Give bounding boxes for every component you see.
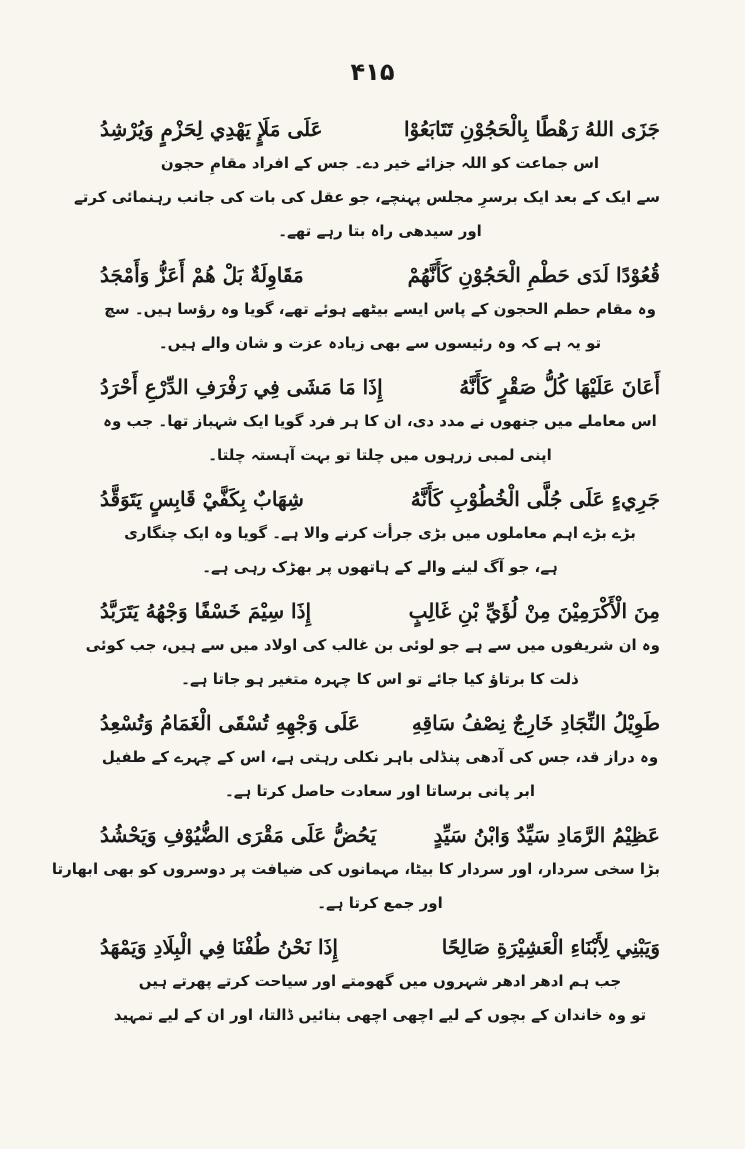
urdu-translation-line: وہ ان شریفوں میں سے ہے جو لوئی بن غالب کی اولاد میں سے ہیں، جب کوئی: [85, 636, 660, 654]
verse-first-hemistich: قُعُوْدًا لَدَى حَطْمِ الْحَجُوْنِ كَأَنَّهُمْ: [407, 263, 660, 287]
urdu-translation-line: اس معاملے میں جنھوں نے مدد دی، ان کا ہر فرد گویا ایک شہباز تھا۔ جب وہ: [103, 412, 657, 430]
verse-second-hemistich: إِذَا مَا مَشَى فِي رَفْرَفِ الدِّرْعِ أَحْرَدُ: [100, 375, 383, 399]
verse-entry: [100, 706, 660, 808]
urdu-translation-line: تو یہ ہے کہ وہ رئیسوں سے بھی زیادہ عزت و شان والے ہیں۔: [158, 334, 602, 352]
urdu-translation-line: جب ہم ادھر ادھر شہروں میں گھومتے اور سیاحت کرتے پھرتے ہیں: [138, 972, 622, 990]
urdu-translation-line: وہ مقام حطم الحجون کے پاس ایسے بیٹھے ہوئے تھے، گویا وہ رؤسا ہیں۔ سچ: [104, 300, 656, 318]
urdu-translation-line: اور جمع کرتا ہے۔: [317, 894, 443, 912]
verse-entry: [51, 818, 660, 920]
verse-first-hemistich: جَرِيءٍ عَلَى جُلَّى الْخُطُوْبِ كَأَنَّهُ: [410, 487, 660, 511]
verse-entry: [74, 112, 660, 248]
verse-second-hemistich: إِذَا نَحْنُ طُفْنَا فِي الْبِلَادِ وَيَمْهَدُ: [100, 935, 338, 959]
arabic-verse: [100, 370, 660, 404]
verse-first-hemistich: طَوِيْلُ النِّجَادِ خَارِجٌ نِصْفُ سَاقِهِ: [411, 711, 660, 735]
verse-entry: [100, 370, 660, 472]
verse-first-hemistich: مِنَ الْأَكْرَمِيْنَ مِنْ لُؤَيِّ بْنِ غَالِبٍ: [408, 599, 660, 623]
verse-second-hemistich: عَلَى مَلَإٍ يَهْدِي لِحَزْمٍ وَيُرْشِدُ: [100, 117, 323, 141]
urdu-translation-line: تو وہ خاندان کے بچوں کے لیے اچھی اچھی بنائیں ڈالتا، اور ان کے لیے تمہید: [113, 1006, 647, 1024]
urdu-translation-line: اور سیدھی راہ بتا رہے تھے۔: [278, 222, 482, 240]
urdu-translation-line: اس جماعت کو اللہ جزائے خیر دے۔ جس کے افراد مقامِ حجون: [160, 154, 600, 172]
verse-list: [51, 112, 660, 1042]
arabic-verse: [100, 594, 660, 628]
arabic-verse: [100, 482, 660, 516]
verse-entry: [100, 930, 660, 1032]
arabic-verse: [100, 930, 660, 964]
verse-first-hemistich: أَعَانَ عَلَيْهَا كُلُّ صَقْرٍ كَأَنَّهُ: [459, 375, 660, 399]
verse-first-hemistich: جَزَى اللهُ رَهْطًا بِالْحَجُوْنِ تَتَابَعُوْا: [404, 117, 660, 141]
verse-second-hemistich: شِهَابٌ بِكَفَّيْ قَابِسٍ يَتَوَقَّدُ: [100, 487, 304, 511]
verse-entry: [100, 258, 660, 360]
arabic-verse: [100, 706, 660, 740]
urdu-translation-line: بڑا سخی سردار، اور سردار کا بیٹا، مہمانوں کی ضیافت پر دوسروں کو بھی ابھارتا: [51, 860, 660, 878]
verse-second-hemistich: إِذَا سِيْمَ خَسْفًا وَجْهُهُ يَتَرَبَّدُ: [100, 599, 312, 623]
verse-entry: [100, 482, 660, 584]
verse-first-hemistich: عَظِيْمُ الرَّمَادِ سَيِّدٌ وَابْنُ سَيِّدٍ: [433, 823, 660, 847]
urdu-translation-line: ہے، جو آگ لینے والے کے ہاتھوں پر بھڑک رہی ہے۔: [202, 558, 558, 576]
urdu-translation-line: بڑے بڑے اہم معاملوں میں بڑی جرأت کرنے والا ہے۔ گویا وہ ایک چنگاری: [124, 524, 636, 542]
arabic-verse: [100, 258, 660, 292]
verse-second-hemistich: عَلَى وَجْهِهِ تُسْقَى الْغَمَامُ وَتُسْعِدُ: [100, 711, 360, 735]
urdu-translation-line: سے ایک کے بعد ایک برسرِ مجلس پہنچے، جو عقل کی بات کی جانب رہنمائی کرتے: [74, 188, 660, 206]
arabic-verse: [100, 112, 660, 146]
arabic-verse: [100, 818, 660, 852]
urdu-translation-line: ابر پانی برساتا اور سعادت حاصل کرتا ہے۔: [224, 782, 536, 800]
urdu-translation-line: ذلت کا برتاؤ کیا جائے تو اس کا چہرہ متغیر ہو جاتا ہے۔: [181, 670, 579, 688]
urdu-translation-line: وہ دراز قد، جس کی آدھی پنڈلی باہر نکلی رہتی ہے، اس کے چہرے کے طفیل: [101, 748, 659, 766]
urdu-translation-line: اپنی لمبی زرہوں میں چلتا تو بہت آہستہ چلتا۔: [208, 446, 552, 464]
verse-second-hemistich: يَحُضُّ عَلَى مَقْرَى الضُّيُوْفِ وَيَحْشُدُ: [100, 823, 377, 847]
page-number: ۴۱۵: [350, 58, 395, 86]
verse-second-hemistich: مَقَاوِلَةٌ بَلْ هُمْ أَعَزُّ وَأَمْجَدُ: [100, 263, 304, 287]
verse-first-hemistich: وَيَبْنِي لِأَبْنَاءِ الْعَشِيْرَةِ صَالِحًا: [441, 935, 660, 959]
verse-entry: [85, 594, 660, 696]
